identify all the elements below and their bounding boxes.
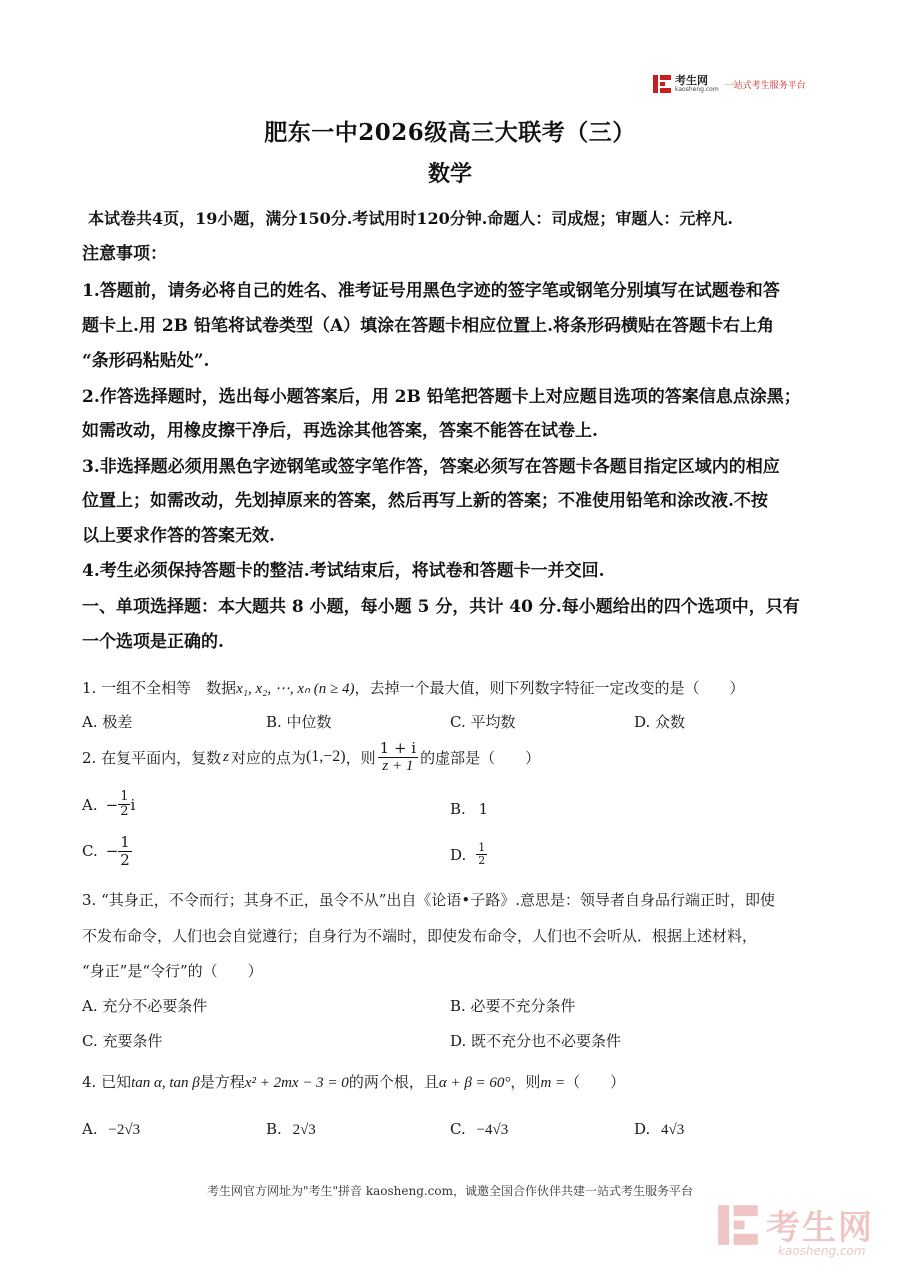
q1-option-d: D. 众数 bbox=[634, 713, 686, 731]
q4-option-a: A. −2√3 bbox=[82, 1120, 141, 1138]
section-heading: 一个选项是正确的. bbox=[82, 632, 224, 652]
question-2-stem: 2. 在复平面内，复数 z 对应的点为 (1,−2) ，则 $\frac{1 + i}{z + 1}$ 的虚部是（ ） bbox=[82, 739, 541, 774]
question-1-stem: 1. 一组不全相等 数据x₁, x₂, ⋯, xₙ (n ≥ 4)，去掉一个最大值，则下列数字特征一定改变的是（ ） bbox=[82, 679, 745, 697]
q1-dataset-math: x₁, x₂, ⋯, xₙ (n ≥ 4) bbox=[236, 681, 355, 697]
watermark-domain: kaosheng.com bbox=[778, 1244, 866, 1258]
q3-option-a: A. 充分不必要条件 bbox=[82, 997, 208, 1015]
page-title: 肥东一中2026级高三大联考（三） bbox=[264, 119, 636, 146]
logo-slogan: 一站式考生服务平台 bbox=[724, 80, 806, 91]
notice-line: 题卡上.用 2B 铅笔将试卷类型（A）填涂在答题卡相应位置上.将条形码横贴在答题卡右上角 bbox=[82, 316, 775, 336]
q2-option-d: D. $\frac{1}{2}$ bbox=[450, 841, 486, 868]
q2-fraction: $\frac{1 + i}{z + 1}$ bbox=[379, 739, 417, 774]
q1-option-a: A. 极差 bbox=[82, 713, 133, 731]
notice-line: 2.作答选择题时，选出每小题答案后，用 2B 铅笔把答题卡上对应题目选项的答案信息点涂黑； bbox=[82, 387, 801, 407]
notice-line: 3.非选择题必须用黑色字迹钢笔或签字笔作答，答案必须写在答题卡各题目指定区域内的相应 bbox=[82, 457, 780, 477]
logo-name: 考生网 bbox=[675, 74, 708, 87]
question-3-line: 不发布命令，人们也会自觉遵行；自身行为不端时，即使发布命令，人们也不会听从．根据上述材料， bbox=[82, 927, 758, 945]
q3-option-b: B. 必要不充分条件 bbox=[450, 997, 576, 1015]
logo-domain: kaosheng.com bbox=[675, 86, 719, 93]
notice-heading: 注意事项： bbox=[82, 244, 167, 264]
q4-option-d: D. 4√3 bbox=[634, 1120, 685, 1138]
notice-line: 位置上；如需改动，先划掉原来的答案，然后再写上新的答案；不准使用铅笔和涂改液.不按 bbox=[82, 491, 768, 511]
question-3-line: “身正”是“令行”的（ ） bbox=[82, 962, 263, 980]
q1-option-c: C. 平均数 bbox=[450, 713, 516, 731]
q4-option-b: B. 2√3 bbox=[266, 1120, 316, 1138]
exam-intro: 本试卷共4页，19小题，满分150分.考试用时120分钟.命题人：司成煜；审题人：元梓凡. bbox=[88, 209, 733, 228]
page-footer: 考生网官方网址为"考生"拼音 kaosheng.com，诚邀全国合作伙伴共建一站式考生服务平台 bbox=[206, 1184, 694, 1198]
watermark bbox=[716, 1200, 874, 1258]
q4-option-c: C. −4√3 bbox=[450, 1120, 509, 1138]
notice-line: 1.答题前，请务必将自己的姓名、准考证号用黑色字迹的签字笔或钢笔分别填写在试题卷和答 bbox=[82, 281, 780, 301]
q2-option-c: C. − $\frac{1}{2}$ bbox=[82, 833, 130, 869]
notice-line: 以上要求作答的答案无效. bbox=[82, 526, 275, 546]
section-heading: 一、单项选择题：本大题共 8 小题，每小题 5 分，共计 40 分.每小题给出的四个选项中，只有 bbox=[82, 597, 800, 617]
watermark-logo-icon bbox=[716, 1203, 760, 1247]
q2-option-a: A. − $\frac{1}{2}$ i bbox=[82, 789, 136, 820]
question-3-line: 3. “其身正，不令而行；其身不正，虽令不从”出自《论语•子路》.意思是：领导者自身品行端正时，即使 bbox=[82, 891, 776, 909]
notice-line: 如需改动，用橡皮擦干净后，再选涂其他答案，答案不能答在试卷上. bbox=[82, 421, 598, 441]
q3-option-c: C. 充要条件 bbox=[82, 1032, 163, 1050]
notice-line: “条形码粘贴处”. bbox=[82, 351, 210, 371]
watermark-name: 考生网 bbox=[766, 1208, 874, 1248]
notice-line: 4.考生必须保持答题卡的整洁.考试结束后，将试卷和答题卡一并交回. bbox=[82, 561, 605, 581]
header-logo bbox=[652, 74, 806, 94]
q1-option-b: B. 中位数 bbox=[266, 713, 332, 731]
q3-option-d: D. 既不充分也不必要条件 bbox=[450, 1032, 622, 1050]
question-4-stem: 4. 已知tan α, tan β是方程x² + 2mx − 3 = 0的两个根，且α + β = 60°，则m =（ ） bbox=[82, 1073, 626, 1091]
kaosheng-logo-icon bbox=[652, 74, 672, 94]
q2-option-b: B. 1 bbox=[450, 800, 489, 818]
subject-title: 数学 bbox=[427, 161, 472, 187]
